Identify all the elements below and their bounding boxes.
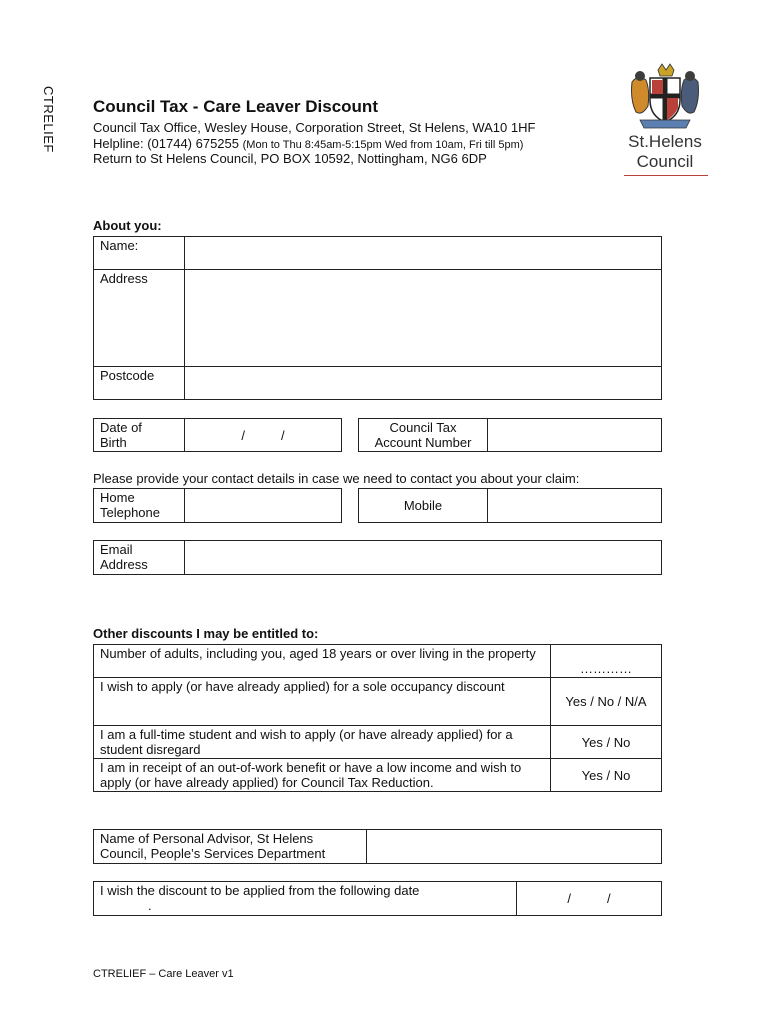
email-table: [93, 540, 662, 575]
form-title: Council Tax - Care Leaver Discount: [93, 97, 378, 116]
form-code-vertical: CTRELIEF: [41, 86, 56, 153]
dob-label: [94, 419, 185, 452]
account-label-line1: Council Tax: [389, 420, 457, 435]
start-date-table: [93, 881, 662, 916]
helpline-number: Helpline: (01744) 675255: [93, 136, 239, 151]
about-you-heading: About you:: [93, 218, 162, 233]
discount-answer[interactable]: Yes / No: [551, 726, 662, 759]
email-label-line2: Address: [100, 557, 148, 572]
start-date-label-text: I wish the discount to be applied from the following date: [100, 883, 420, 898]
coat-of-arms-icon: [620, 62, 710, 130]
discount-answer[interactable]: …………: [551, 645, 662, 678]
dob-table: [93, 418, 342, 452]
mobile-label: Mobile: [359, 489, 488, 523]
other-discounts-heading: Other discounts I may be entitled to:: [93, 626, 319, 641]
address-field[interactable]: [185, 270, 662, 367]
footer-code: CTRELIEF – Care Leaver v1: [93, 968, 234, 980]
discount-answer[interactable]: Yes / No: [551, 759, 662, 792]
start-date-dot: .: [148, 898, 152, 913]
logo-underline: [624, 175, 708, 176]
discount-answer[interactable]: Yes / No / N/A: [551, 678, 662, 726]
advisor-label: Name of Personal Advisor, St Helens Council, People’s Services Department: [94, 830, 367, 864]
helpline-hours: (Mon to Thu 8:45am-5:15pm Wed from 10am, Fri till 5pm): [242, 139, 524, 151]
account-number-field[interactable]: [488, 419, 662, 452]
helpline: [93, 136, 523, 151]
dob-label-line1: Date of: [100, 420, 142, 435]
advisor-table: [93, 829, 662, 864]
about-you-table: [93, 236, 662, 400]
home-phone-table: [93, 488, 342, 523]
logo-text-line1: St.Helens: [628, 132, 702, 151]
return-address: Return to St Helens Council, PO BOX 10592, Nottingham, NG6 6DP: [93, 151, 487, 166]
start-date-label: [94, 882, 517, 916]
council-logo: [620, 62, 710, 178]
account-number-label: [359, 419, 488, 452]
name-label: Name:: [94, 237, 185, 270]
account-number-table: [358, 418, 662, 452]
contact-intro: Please provide your contact details in case we need to contact you about your claim:: [93, 471, 580, 486]
name-field[interactable]: [185, 237, 662, 270]
email-field[interactable]: [185, 541, 662, 575]
postcode-field[interactable]: [185, 367, 662, 400]
account-label-line2: Account Number: [374, 435, 472, 450]
home-phone-label: [94, 489, 185, 523]
logo-text-line2: Council: [636, 152, 694, 171]
discount-question: I am in receipt of an out-of-work benefit or have a low income and wish to apply (or have already applied) for Council Tax Reduction.: [94, 759, 551, 792]
start-date-field[interactable]: / /: [517, 882, 662, 916]
office-address: Council Tax Office, Wesley House, Corporation Street, St Helens, WA10 1HF: [93, 120, 536, 135]
dob-label-line2: Birth: [100, 435, 127, 450]
discount-question: I am a full-time student and wish to apply (or have already applied) for a student disregard: [94, 726, 551, 759]
advisor-field[interactable]: [367, 830, 662, 864]
home-phone-field[interactable]: [185, 489, 342, 523]
dob-field[interactable]: / /: [185, 419, 342, 452]
mobile-field[interactable]: [488, 489, 662, 523]
home-label-line1: Home: [100, 490, 135, 505]
address-label: Address: [94, 270, 185, 367]
mobile-table: [358, 488, 662, 523]
postcode-label: Postcode: [94, 367, 185, 400]
home-label-line2: Telephone: [100, 505, 160, 520]
discount-question: Number of adults, including you, aged 18 years or over living in the property: [94, 645, 551, 678]
email-label-line1: Email: [100, 542, 133, 557]
email-label: [94, 541, 185, 575]
discount-question: I wish to apply (or have already applied) for a sole occupancy discount: [94, 678, 551, 726]
discounts-table: [93, 644, 662, 792]
